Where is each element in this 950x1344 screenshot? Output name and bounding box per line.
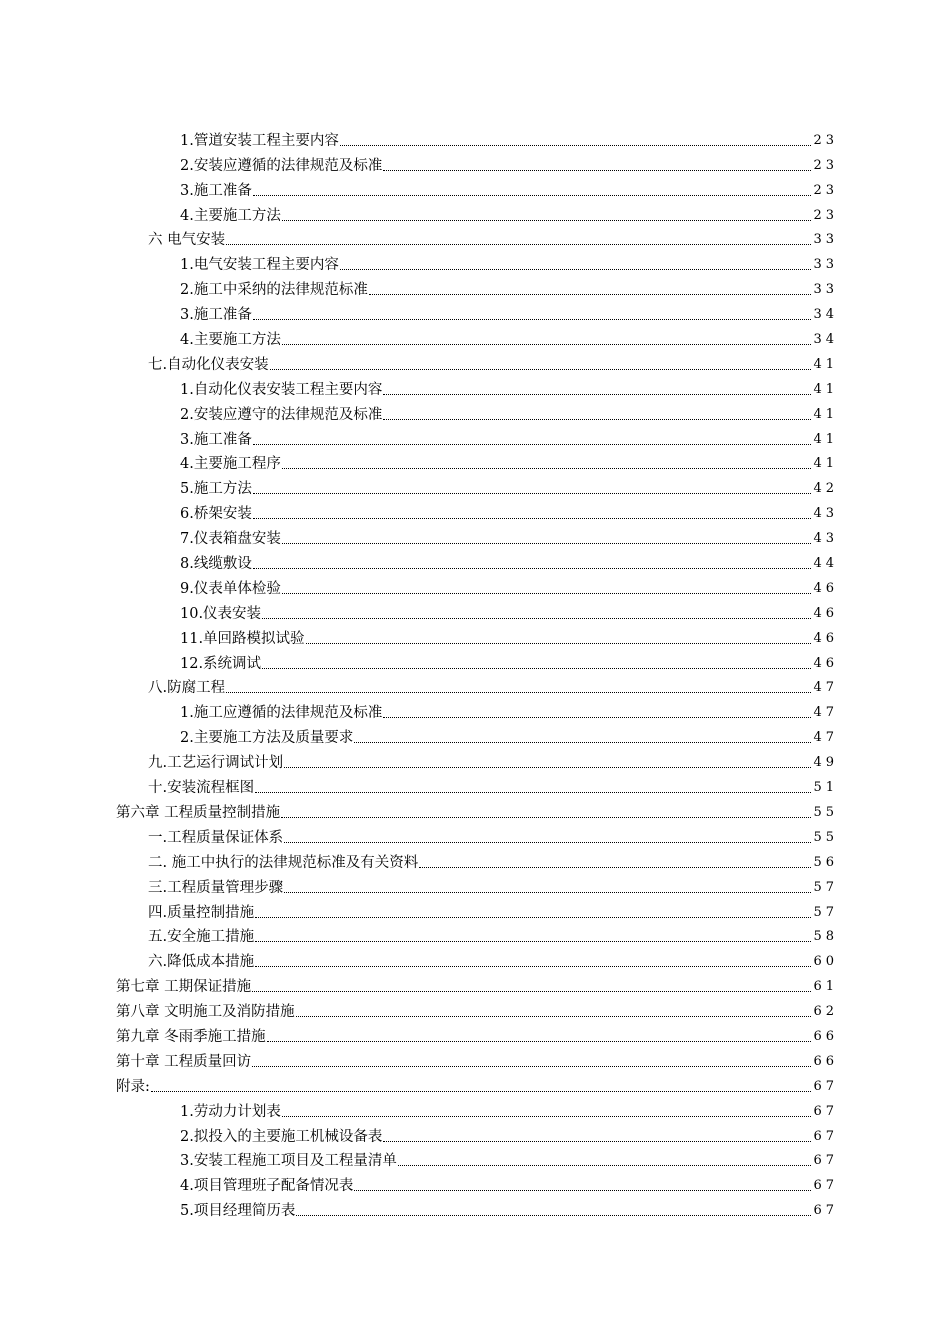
toc-entry[interactable] bbox=[0, 746, 950, 771]
toc-entry-page-number: 41 bbox=[813, 456, 838, 472]
dot-leader bbox=[255, 917, 811, 918]
toc-entry-title: 六.降低成本措施 bbox=[148, 954, 255, 971]
dot-leader bbox=[255, 941, 811, 942]
toc-entry[interactable] bbox=[0, 248, 950, 273]
dot-leader bbox=[270, 369, 812, 370]
dot-leader bbox=[383, 394, 811, 395]
dot-leader bbox=[262, 618, 811, 619]
toc-entry[interactable] bbox=[0, 423, 950, 448]
toc-entry[interactable] bbox=[0, 298, 950, 323]
dot-leader bbox=[282, 220, 812, 221]
toc-entry[interactable] bbox=[0, 273, 950, 298]
dot-leader bbox=[252, 1066, 811, 1067]
dot-leader bbox=[253, 493, 812, 494]
toc-entry-page-number: 42 bbox=[813, 481, 838, 497]
dot-leader bbox=[306, 643, 812, 644]
toc-entry-title: 三.工程质量管理步骤 bbox=[148, 879, 284, 896]
dot-leader bbox=[296, 1016, 812, 1017]
dot-leader bbox=[253, 444, 812, 445]
toc-entry-page-number: 47 bbox=[813, 680, 838, 696]
toc-entry-title: 2.主要施工方法及质量要求 bbox=[180, 730, 354, 747]
toc-entry-page-number: 47 bbox=[813, 730, 838, 746]
toc-entry-page-number: 57 bbox=[813, 904, 838, 920]
dot-leader bbox=[354, 742, 811, 743]
toc-entry[interactable] bbox=[0, 174, 950, 199]
toc-entry[interactable] bbox=[0, 721, 950, 746]
toc-entry-title: 3.施工准备 bbox=[180, 431, 252, 448]
toc-entry[interactable] bbox=[0, 547, 950, 572]
toc-entry-page-number: 55 bbox=[813, 804, 838, 820]
dot-leader bbox=[369, 294, 812, 295]
toc-entry-page-number: 43 bbox=[813, 506, 838, 522]
toc-entry-page-number: 43 bbox=[813, 531, 838, 547]
toc-entry-page-number: 62 bbox=[813, 1004, 838, 1020]
toc-entry-page-number: 67 bbox=[813, 1153, 838, 1169]
toc-entry-title: 七.自动化仪表安装 bbox=[148, 356, 269, 373]
table-of-contents bbox=[0, 124, 950, 1219]
toc-entry-title: 1.劳动力计划表 bbox=[180, 1103, 281, 1120]
toc-entry[interactable] bbox=[0, 896, 950, 921]
toc-entry-title: 7.仪表箱盘安装 bbox=[180, 531, 281, 548]
toc-entry-title: 1.自动化仪表安装工程主要内容 bbox=[180, 381, 383, 398]
toc-entry[interactable] bbox=[0, 199, 950, 224]
dot-leader bbox=[383, 419, 811, 420]
toc-entry-page-number: 56 bbox=[813, 854, 838, 870]
dot-leader bbox=[383, 170, 811, 171]
toc-entry-page-number: 67 bbox=[813, 1078, 838, 1094]
toc-entry-page-number: 46 bbox=[813, 605, 838, 621]
toc-entry-title: 4.主要施工方法 bbox=[180, 332, 281, 349]
toc-entry-title: 2.安装应遵循的法律规范及标准 bbox=[180, 157, 383, 174]
toc-entry-page-number: 34 bbox=[813, 332, 838, 348]
toc-entry-page-number: 67 bbox=[813, 1178, 838, 1194]
toc-entry-page-number: 23 bbox=[813, 132, 838, 148]
toc-entry-page-number: 67 bbox=[813, 1203, 838, 1219]
toc-entry-page-number: 51 bbox=[813, 780, 838, 796]
toc-entry-title: 3.施工准备 bbox=[180, 307, 252, 324]
toc-entry-page-number: 66 bbox=[813, 1028, 838, 1044]
dot-leader bbox=[282, 344, 812, 345]
toc-entry-page-number: 46 bbox=[813, 655, 838, 671]
dot-leader bbox=[281, 817, 811, 818]
toc-entry-title: 12.系统调试 bbox=[180, 655, 262, 672]
toc-entry-title: 六 电气安装 bbox=[148, 232, 226, 249]
toc-entry-title: 4.项目管理班子配备情况表 bbox=[180, 1178, 354, 1195]
toc-entry-title: 五.安全施工措施 bbox=[148, 929, 255, 946]
toc-entry[interactable] bbox=[0, 373, 950, 398]
toc-entry-page-number: 46 bbox=[813, 630, 838, 646]
toc-entry-title: 2.拟投入的主要施工机械设备表 bbox=[180, 1128, 383, 1145]
dot-leader bbox=[383, 717, 811, 718]
toc-entry-title: 3.安装工程施工项目及工程量清单 bbox=[180, 1153, 397, 1170]
dot-leader bbox=[296, 1215, 811, 1216]
toc-entry-title: 10.仪表安装 bbox=[180, 605, 262, 622]
toc-entry-page-number: 66 bbox=[813, 1053, 838, 1069]
toc-entry[interactable] bbox=[0, 323, 950, 348]
toc-entry-title: 二. 施工中执行的法律规范标准及有关资料 bbox=[148, 854, 419, 871]
dot-leader bbox=[284, 842, 811, 843]
toc-entry-page-number: 60 bbox=[813, 954, 838, 970]
toc-entry[interactable] bbox=[0, 796, 950, 821]
toc-entry-page-number: 41 bbox=[813, 381, 838, 397]
toc-entry-title: 第七章 工期保证措施 bbox=[116, 979, 252, 996]
dot-leader bbox=[282, 543, 812, 544]
toc-entry[interactable] bbox=[0, 672, 950, 697]
toc-entry-title: 四.质量控制措施 bbox=[148, 904, 255, 921]
toc-entry-title: 第八章 文明施工及消防措施 bbox=[116, 1004, 295, 1021]
toc-entry-title: 附录: bbox=[116, 1078, 150, 1095]
dot-leader bbox=[383, 1141, 811, 1142]
toc-entry-title: 1.电气安装工程主要内容 bbox=[180, 257, 339, 274]
toc-entry[interactable] bbox=[0, 1070, 950, 1095]
dot-leader bbox=[284, 767, 811, 768]
toc-entry[interactable] bbox=[0, 1120, 950, 1145]
toc-entry-title: 6.桥架安装 bbox=[180, 506, 252, 523]
toc-entry-page-number: 57 bbox=[813, 879, 838, 895]
dot-leader bbox=[262, 668, 811, 669]
toc-entry[interactable] bbox=[0, 871, 950, 896]
dot-leader bbox=[226, 692, 811, 693]
toc-entry[interactable] bbox=[0, 945, 950, 970]
toc-entry-page-number: 47 bbox=[813, 705, 838, 721]
toc-entry-title: 2.施工中采纳的法律规范标准 bbox=[180, 282, 368, 299]
toc-entry-page-number: 33 bbox=[813, 257, 838, 273]
toc-entry[interactable] bbox=[0, 1020, 950, 1045]
toc-entry[interactable] bbox=[0, 995, 950, 1020]
toc-entry-title: 4.主要施工方法 bbox=[180, 207, 281, 224]
toc-entry-title: 8.线缆敷设 bbox=[180, 556, 252, 573]
toc-entry-page-number: 58 bbox=[813, 929, 838, 945]
toc-entry-title: 第六章 工程质量控制措施 bbox=[116, 804, 281, 821]
toc-entry[interactable] bbox=[0, 597, 950, 622]
toc-entry[interactable] bbox=[0, 497, 950, 522]
toc-entry-title: 第九章 冬雨季施工措施 bbox=[116, 1028, 266, 1045]
dot-leader bbox=[340, 145, 812, 146]
toc-entry-page-number: 23 bbox=[813, 207, 838, 223]
dot-leader bbox=[267, 1041, 812, 1042]
toc-entry-page-number: 44 bbox=[813, 556, 838, 572]
dot-leader bbox=[354, 1190, 811, 1191]
dot-leader bbox=[282, 1116, 812, 1117]
toc-entry-page-number: 34 bbox=[813, 307, 838, 323]
toc-entry-title: 2.安装应遵守的法律规范及标准 bbox=[180, 406, 383, 423]
dot-leader bbox=[226, 244, 811, 245]
toc-entry[interactable] bbox=[0, 348, 950, 373]
toc-entry-page-number: 23 bbox=[813, 157, 838, 173]
toc-entry-page-number: 46 bbox=[813, 580, 838, 596]
toc-entry[interactable] bbox=[0, 696, 950, 721]
dot-leader bbox=[255, 792, 811, 793]
toc-entry-page-number: 33 bbox=[813, 232, 838, 248]
dot-leader bbox=[151, 1091, 812, 1092]
toc-entry[interactable] bbox=[0, 622, 950, 647]
dot-leader bbox=[282, 593, 812, 594]
toc-entry-page-number: 41 bbox=[813, 356, 838, 372]
toc-entry-page-number: 61 bbox=[813, 979, 838, 995]
dot-leader bbox=[253, 518, 812, 519]
dot-leader bbox=[398, 1165, 812, 1166]
toc-entry[interactable] bbox=[0, 1194, 950, 1219]
dot-leader bbox=[282, 468, 812, 469]
toc-entry-title: 9.仪表单体检验 bbox=[180, 580, 281, 597]
toc-entry[interactable] bbox=[0, 821, 950, 846]
toc-entry[interactable] bbox=[0, 921, 950, 946]
toc-entry-title: 5.项目经理简历表 bbox=[180, 1203, 296, 1220]
toc-entry[interactable] bbox=[0, 1145, 950, 1170]
toc-entry-title: 1.管道安装工程主要内容 bbox=[180, 132, 339, 149]
toc-entry[interactable] bbox=[0, 572, 950, 597]
toc-entry-page-number: 67 bbox=[813, 1103, 838, 1119]
toc-entry-title: 5.施工方法 bbox=[180, 481, 252, 498]
dot-leader bbox=[253, 195, 812, 196]
toc-entry-title: 一.工程质量保证体系 bbox=[148, 829, 284, 846]
toc-entry-page-number: 41 bbox=[813, 431, 838, 447]
toc-entry-page-number: 33 bbox=[813, 282, 838, 298]
dot-leader bbox=[284, 892, 811, 893]
toc-entry-title: 4.主要施工程序 bbox=[180, 456, 281, 473]
toc-entry-title: 第十章 工程质量回访 bbox=[116, 1053, 252, 1070]
toc-entry[interactable] bbox=[0, 771, 950, 796]
toc-entry-title: 1.施工应遵循的法律规范及标准 bbox=[180, 705, 383, 722]
toc-entry[interactable] bbox=[0, 124, 950, 149]
toc-entry[interactable] bbox=[0, 149, 950, 174]
dot-leader bbox=[253, 568, 812, 569]
toc-entry-page-number: 67 bbox=[813, 1128, 838, 1144]
toc-entry-title: 3.施工准备 bbox=[180, 182, 252, 199]
toc-entry[interactable] bbox=[0, 398, 950, 423]
toc-entry[interactable] bbox=[0, 1095, 950, 1120]
toc-entry[interactable] bbox=[0, 647, 950, 672]
toc-entry-page-number: 41 bbox=[813, 406, 838, 422]
toc-entry-title: 十.安装流程框图 bbox=[148, 780, 255, 797]
dot-leader bbox=[253, 319, 812, 320]
toc-entry[interactable] bbox=[0, 970, 950, 995]
toc-entry[interactable] bbox=[0, 846, 950, 871]
dot-leader bbox=[340, 269, 812, 270]
toc-entry-page-number: 55 bbox=[813, 829, 838, 845]
toc-entry-page-number: 49 bbox=[813, 755, 838, 771]
dot-leader bbox=[419, 867, 811, 868]
toc-entry-title: 11.单回路模拟试验 bbox=[180, 630, 305, 647]
dot-leader bbox=[252, 991, 811, 992]
toc-entry-page-number: 23 bbox=[813, 182, 838, 198]
toc-entry[interactable] bbox=[0, 1169, 950, 1194]
toc-entry[interactable] bbox=[0, 224, 950, 249]
toc-entry-title: 九.工艺运行调试计划 bbox=[148, 755, 284, 772]
toc-entry[interactable] bbox=[0, 522, 950, 547]
toc-entry[interactable] bbox=[0, 472, 950, 497]
toc-entry[interactable] bbox=[0, 1045, 950, 1070]
dot-leader bbox=[255, 966, 811, 967]
toc-entry[interactable] bbox=[0, 448, 950, 473]
toc-entry-title: 八.防腐工程 bbox=[148, 680, 226, 697]
